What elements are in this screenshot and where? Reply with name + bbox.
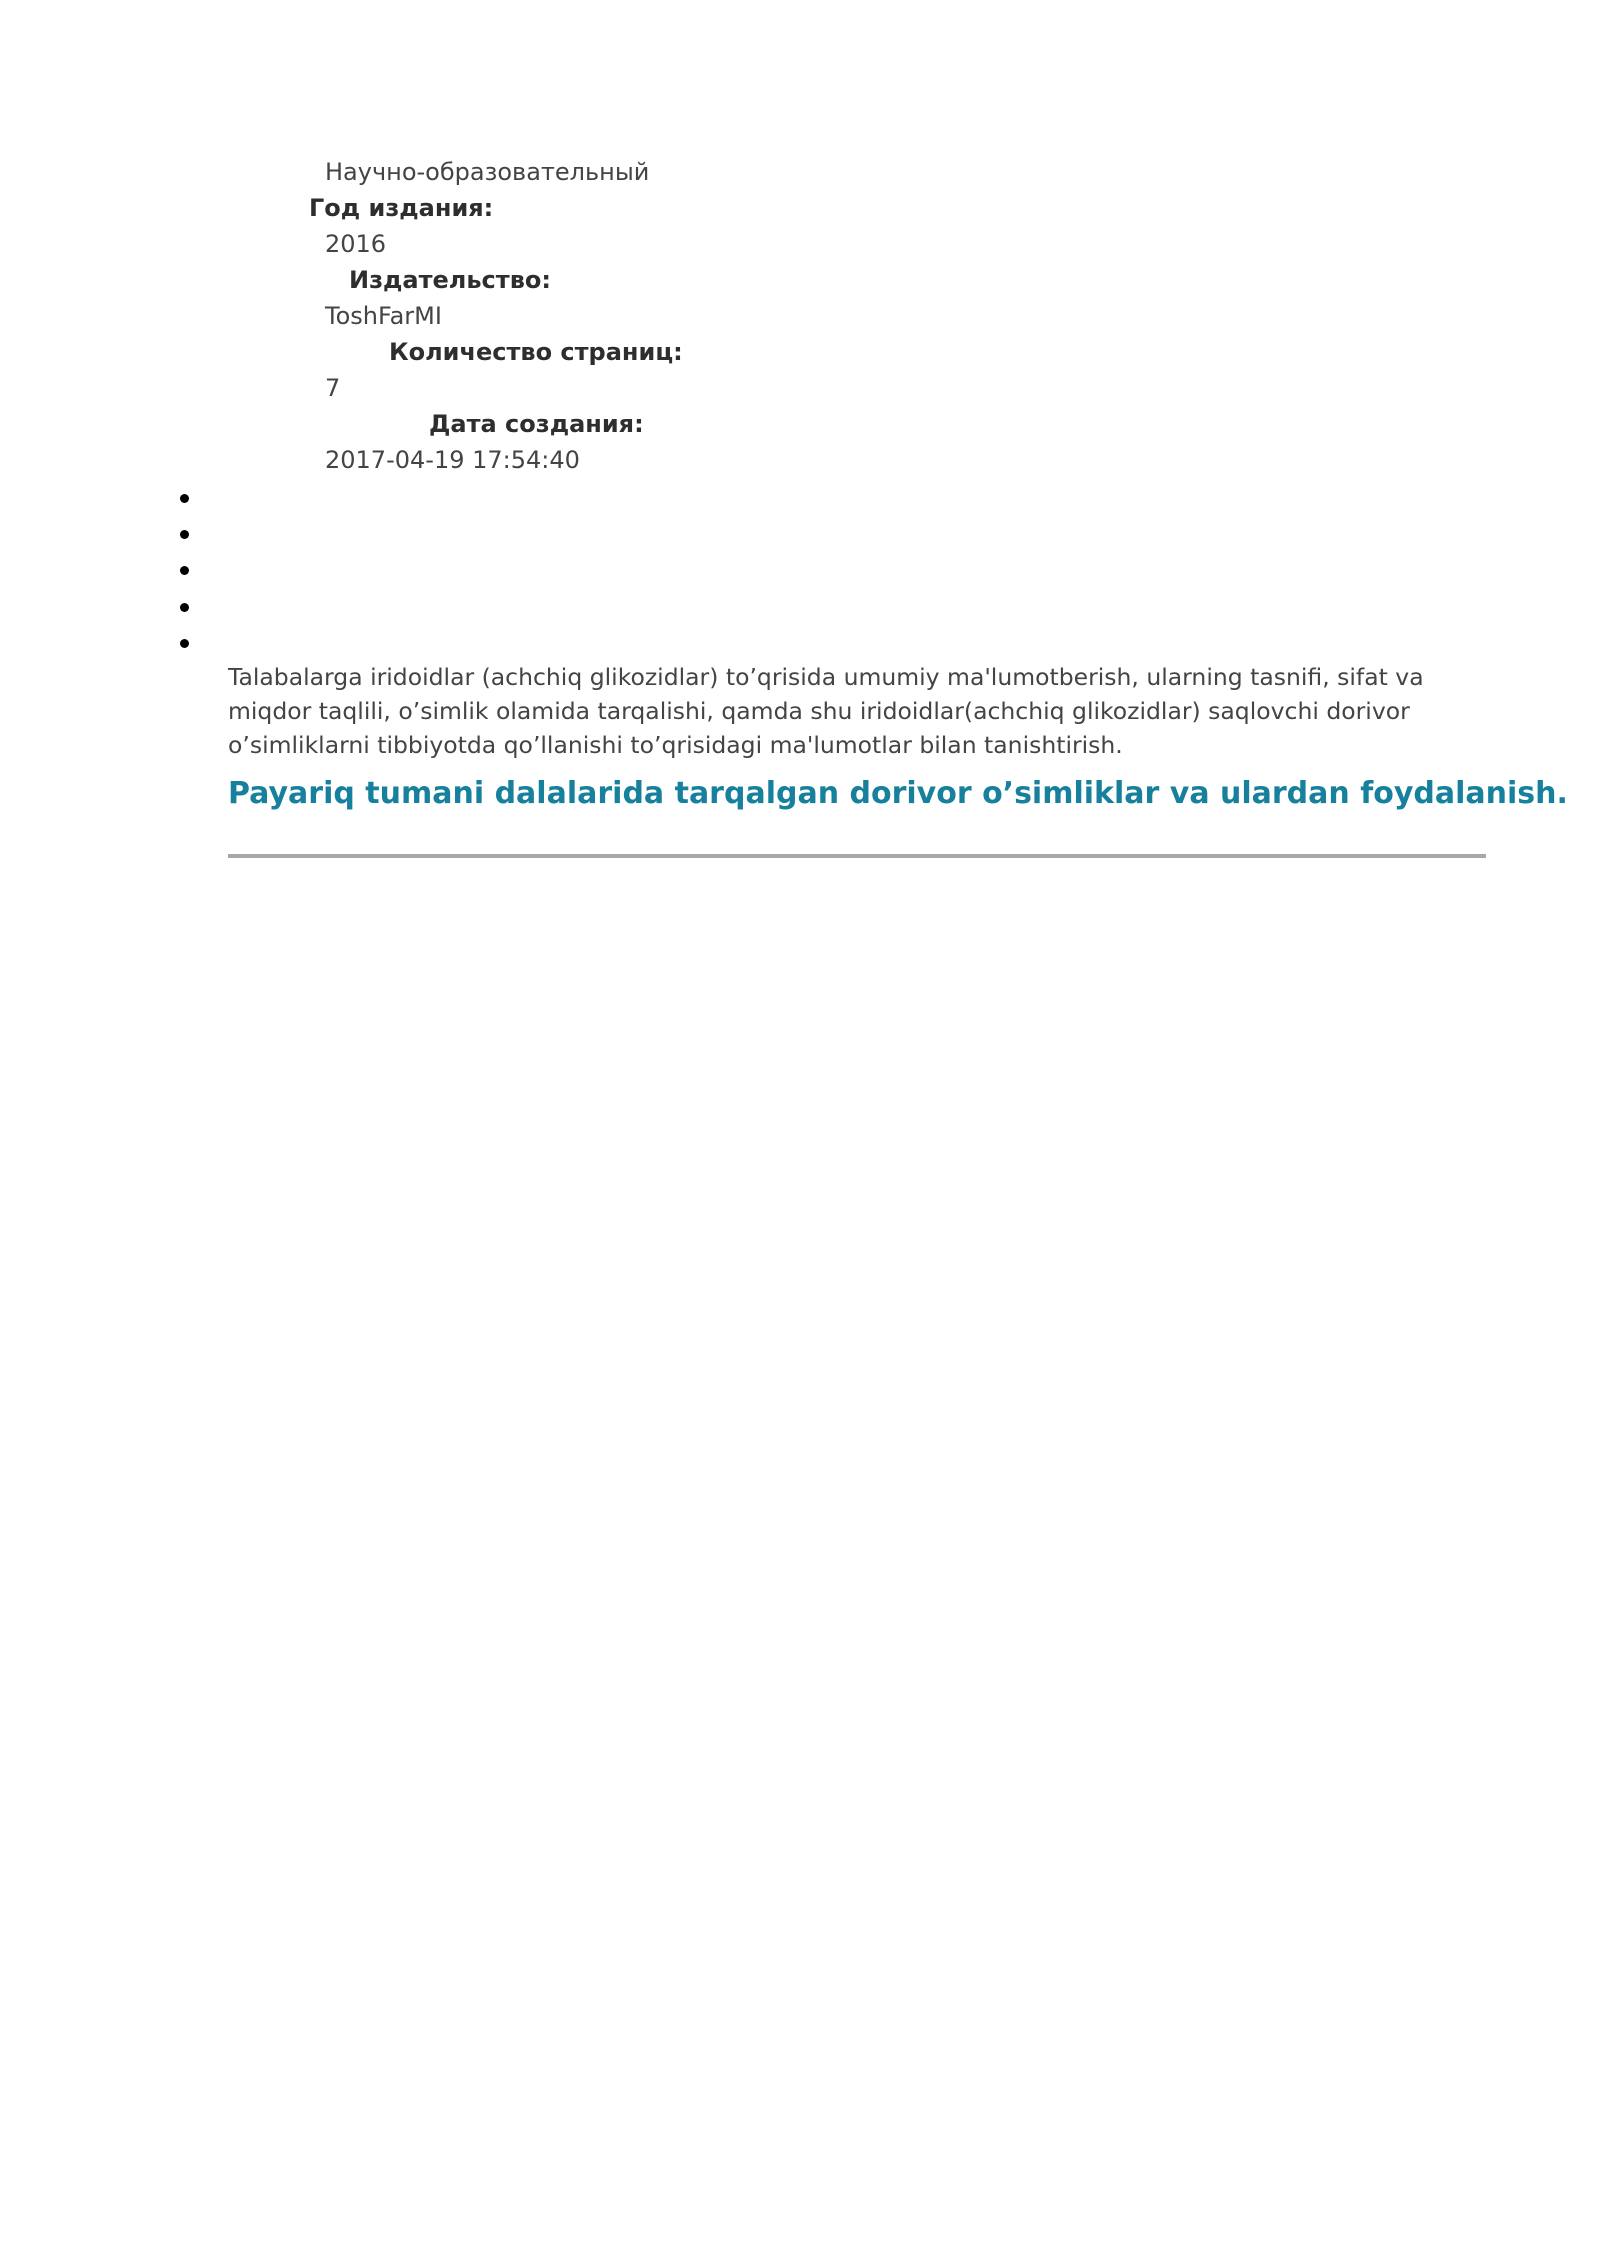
bullet-icon xyxy=(180,494,189,503)
pages-value: 7 xyxy=(325,374,341,402)
publisher-value: ToshFarMI xyxy=(325,302,442,330)
divider xyxy=(228,854,1486,858)
bullet-icon xyxy=(180,566,189,575)
genre-value: Научно-образовательный xyxy=(325,158,650,186)
bullet-icon xyxy=(180,603,189,612)
year-label: Год издания: xyxy=(309,194,494,222)
publisher-label: Издательство: xyxy=(349,266,551,294)
created-label: Дата создания: xyxy=(429,410,644,438)
related-article-link[interactable]: Payariq tumani dalalarida tarqalgan dorivor o’simliklar va ulardan foydalanish. xyxy=(228,776,1568,811)
created-value: 2017-04-19 17:54:40 xyxy=(325,446,580,474)
year-value: 2016 xyxy=(325,230,387,258)
pages-label: Количество страниц: xyxy=(389,338,683,366)
bullet-icon xyxy=(180,639,189,648)
bullet-icon xyxy=(180,530,189,539)
description-text: Talabalarga iridoidlar (achchiq glikozidlar) to’qrisida umumiy ma'lumotberish, ularning tasnifi, sifat va miqdor taqlili, o’simlik olamida tarqalishi, qamda shu iridoidlar(achchiq glikozidlar) saqlovchi dorivor o’simliklarni tibbiyotda qo’llanishi to’qrisidagi ma'lumotlar bilan tanishtirish. xyxy=(228,663,1424,759)
